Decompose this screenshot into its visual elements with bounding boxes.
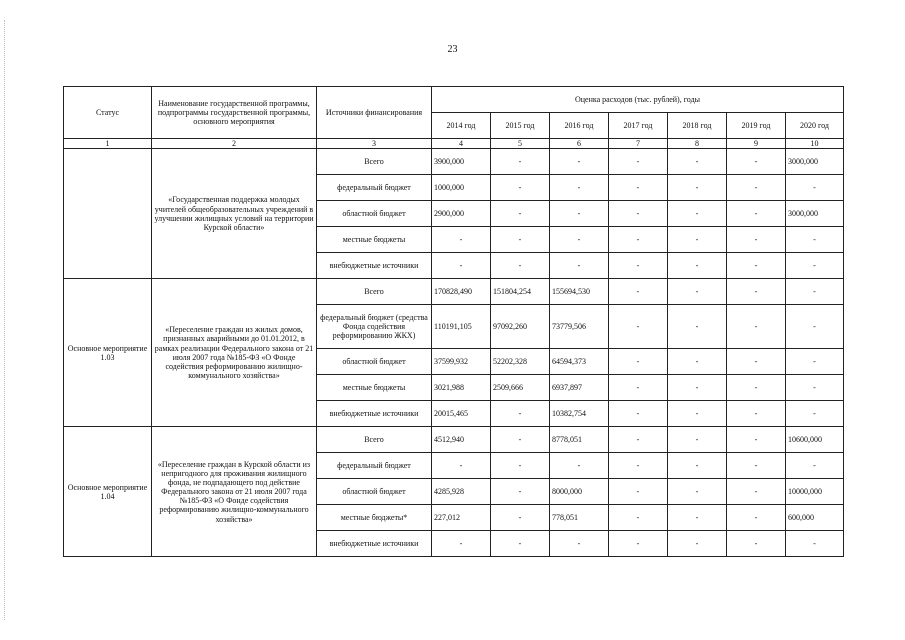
value-cell: - bbox=[432, 531, 491, 557]
value-cell: - bbox=[609, 227, 668, 253]
source-cell: местные бюджеты bbox=[317, 227, 432, 253]
source-cell: федеральный бюджет (средства Фонда содействия реформированию ЖКХ) bbox=[317, 305, 432, 349]
source-cell: местные бюджеты bbox=[317, 375, 432, 401]
value-cell: - bbox=[727, 253, 786, 279]
value-cell: - bbox=[668, 201, 727, 227]
value-cell: - bbox=[668, 175, 727, 201]
source-cell: федеральный бюджет bbox=[317, 453, 432, 479]
header-estimate: Оценка расходов (тыс. рублей), годы bbox=[432, 87, 844, 113]
value-cell: - bbox=[609, 401, 668, 427]
value-cell: - bbox=[432, 227, 491, 253]
value-cell: 227,012 bbox=[432, 505, 491, 531]
value-cell: - bbox=[668, 531, 727, 557]
value-cell: 10000,000 bbox=[786, 479, 844, 505]
header-row bbox=[64, 87, 844, 113]
status-cell: Основное мероприятие 1.03 bbox=[64, 279, 152, 427]
value-cell: - bbox=[550, 201, 609, 227]
value-cell: 64594,373 bbox=[550, 349, 609, 375]
value-cell: - bbox=[727, 401, 786, 427]
value-cell: - bbox=[786, 401, 844, 427]
value-cell: - bbox=[491, 253, 550, 279]
value-cell: - bbox=[727, 305, 786, 349]
value-cell: - bbox=[668, 505, 727, 531]
value-cell: 170828,490 bbox=[432, 279, 491, 305]
value-cell: - bbox=[727, 349, 786, 375]
value-cell: - bbox=[491, 401, 550, 427]
value-cell: 1000,000 bbox=[432, 175, 491, 201]
value-cell: - bbox=[491, 175, 550, 201]
value-cell: - bbox=[491, 201, 550, 227]
value-cell: - bbox=[668, 253, 727, 279]
value-cell: 110191,105 bbox=[432, 305, 491, 349]
status-cell: Основное мероприятие 1.04 bbox=[64, 427, 152, 557]
value-cell: - bbox=[786, 305, 844, 349]
header-sources: Источники финансирования bbox=[317, 87, 432, 139]
table-row bbox=[64, 279, 844, 305]
value-cell: 3000,000 bbox=[786, 149, 844, 175]
source-cell: внебюджетные источники bbox=[317, 531, 432, 557]
value-cell: - bbox=[786, 349, 844, 375]
value-cell: - bbox=[727, 505, 786, 531]
header-status: Статус bbox=[64, 87, 152, 139]
value-cell: - bbox=[491, 479, 550, 505]
value-cell: - bbox=[550, 253, 609, 279]
table-row bbox=[64, 149, 844, 175]
value-cell: - bbox=[550, 149, 609, 175]
value-cell: - bbox=[491, 427, 550, 453]
value-cell: - bbox=[727, 427, 786, 453]
value-cell: - bbox=[727, 375, 786, 401]
value-cell: - bbox=[550, 175, 609, 201]
source-cell: областной бюджет bbox=[317, 479, 432, 505]
value-cell: - bbox=[786, 375, 844, 401]
value-cell: - bbox=[668, 453, 727, 479]
value-cell: - bbox=[727, 175, 786, 201]
value-cell: 4512,940 bbox=[432, 427, 491, 453]
value-cell: - bbox=[609, 349, 668, 375]
value-cell: - bbox=[786, 279, 844, 305]
value-cell: - bbox=[668, 375, 727, 401]
binding-margin bbox=[4, 20, 6, 620]
header-program-name: Наименование государственной программы, подпрограммы государственной программы, основного мероприятия bbox=[152, 87, 317, 139]
column-number: 8 bbox=[668, 139, 727, 149]
source-cell: внебюджетные источники bbox=[317, 401, 432, 427]
page-number: 23 bbox=[447, 44, 458, 55]
source-cell: федеральный бюджет bbox=[317, 175, 432, 201]
value-cell: - bbox=[727, 279, 786, 305]
header-year: 2015 год bbox=[491, 113, 550, 139]
column-number: 4 bbox=[432, 139, 491, 149]
budget-table bbox=[63, 86, 844, 557]
value-cell: - bbox=[786, 227, 844, 253]
value-cell: - bbox=[609, 149, 668, 175]
value-cell: - bbox=[786, 453, 844, 479]
value-cell: 2900,000 bbox=[432, 201, 491, 227]
value-cell: - bbox=[491, 227, 550, 253]
value-cell: - bbox=[491, 149, 550, 175]
value-cell: 37599,932 bbox=[432, 349, 491, 375]
program-name-cell: «Государственная поддержка молодых учителей общеобразовательных учреждений в улучшении жилищных условий на территории Курской области» bbox=[152, 149, 317, 279]
value-cell: - bbox=[727, 149, 786, 175]
value-cell: - bbox=[609, 279, 668, 305]
source-cell: областной бюджет bbox=[317, 201, 432, 227]
value-cell: 2509,666 bbox=[491, 375, 550, 401]
value-cell: - bbox=[432, 253, 491, 279]
source-cell: областной бюджет bbox=[317, 349, 432, 375]
value-cell: 8000,000 bbox=[550, 479, 609, 505]
value-cell: - bbox=[668, 305, 727, 349]
value-cell: - bbox=[550, 531, 609, 557]
value-cell: - bbox=[668, 349, 727, 375]
column-number: 7 bbox=[609, 139, 668, 149]
source-cell: Всего bbox=[317, 149, 432, 175]
value-cell: - bbox=[432, 453, 491, 479]
source-cell: внебюджетные источники bbox=[317, 253, 432, 279]
value-cell: - bbox=[786, 253, 844, 279]
value-cell: 155694,530 bbox=[550, 279, 609, 305]
value-cell: 6937,897 bbox=[550, 375, 609, 401]
source-cell: местные бюджеты* bbox=[317, 505, 432, 531]
column-number: 6 bbox=[550, 139, 609, 149]
column-numbers-row bbox=[64, 139, 844, 149]
value-cell: - bbox=[668, 427, 727, 453]
column-number: 9 bbox=[727, 139, 786, 149]
header-year: 2017 год bbox=[609, 113, 668, 139]
value-cell: - bbox=[609, 479, 668, 505]
value-cell: 3021,988 bbox=[432, 375, 491, 401]
program-name-cell: «Переселение граждан из жилых домов, признанных аварийными до 01.01.2012, в рамках реализации Федерального закона от 21 июля 2007 года №185-ФЗ «О Фонде содействия реформированию жилищно-коммунального хозяйства» bbox=[152, 279, 317, 427]
value-cell: - bbox=[609, 175, 668, 201]
source-cell: Всего bbox=[317, 427, 432, 453]
value-cell: 97092,260 bbox=[491, 305, 550, 349]
column-number: 2 bbox=[152, 139, 317, 149]
value-cell: - bbox=[609, 201, 668, 227]
value-cell: 73779,506 bbox=[550, 305, 609, 349]
value-cell: - bbox=[668, 401, 727, 427]
header-year: 2020 год bbox=[786, 113, 844, 139]
source-cell: Всего bbox=[317, 279, 432, 305]
value-cell: 52202,328 bbox=[491, 349, 550, 375]
header-year: 2019 год bbox=[727, 113, 786, 139]
value-cell: - bbox=[727, 453, 786, 479]
value-cell: - bbox=[727, 201, 786, 227]
value-cell: - bbox=[668, 279, 727, 305]
value-cell: 3000,000 bbox=[786, 201, 844, 227]
header-year: 2016 год bbox=[550, 113, 609, 139]
value-cell: - bbox=[609, 427, 668, 453]
value-cell: 8778,051 bbox=[550, 427, 609, 453]
header-year: 2018 год bbox=[668, 113, 727, 139]
value-cell: 10600,000 bbox=[786, 427, 844, 453]
value-cell: - bbox=[786, 175, 844, 201]
value-cell: - bbox=[727, 479, 786, 505]
program-name-cell: «Переселение граждан в Курской области из непригодного для проживания жилищного фонда, не подпадающего под действие Федерального закона от 21 июля 2007 года №185-ФЗ «О Фонде содействия реформированию жилищно-коммунального хозяйства» bbox=[152, 427, 317, 557]
value-cell: 778,051 bbox=[550, 505, 609, 531]
value-cell: 20015,465 bbox=[432, 401, 491, 427]
value-cell: 600,000 bbox=[786, 505, 844, 531]
value-cell: - bbox=[668, 149, 727, 175]
value-cell: - bbox=[491, 453, 550, 479]
value-cell: - bbox=[609, 375, 668, 401]
value-cell: - bbox=[727, 531, 786, 557]
value-cell: - bbox=[609, 505, 668, 531]
value-cell: - bbox=[491, 531, 550, 557]
table-row bbox=[64, 427, 844, 453]
value-cell: 151804,254 bbox=[491, 279, 550, 305]
value-cell: 3900,000 bbox=[432, 149, 491, 175]
column-number: 1 bbox=[64, 139, 152, 149]
value-cell: 4285,928 bbox=[432, 479, 491, 505]
column-number: 3 bbox=[317, 139, 432, 149]
value-cell: - bbox=[609, 305, 668, 349]
value-cell: - bbox=[668, 227, 727, 253]
value-cell: - bbox=[786, 531, 844, 557]
column-number: 10 bbox=[786, 139, 844, 149]
value-cell: - bbox=[609, 453, 668, 479]
value-cell: - bbox=[668, 479, 727, 505]
value-cell: - bbox=[609, 531, 668, 557]
value-cell: - bbox=[550, 227, 609, 253]
value-cell: 10382,754 bbox=[550, 401, 609, 427]
header-year: 2014 год bbox=[432, 113, 491, 139]
value-cell: - bbox=[491, 505, 550, 531]
status-cell bbox=[64, 149, 152, 279]
value-cell: - bbox=[727, 227, 786, 253]
value-cell: - bbox=[609, 253, 668, 279]
budget-table-body bbox=[64, 87, 844, 557]
column-number: 5 bbox=[491, 139, 550, 149]
value-cell: - bbox=[550, 453, 609, 479]
